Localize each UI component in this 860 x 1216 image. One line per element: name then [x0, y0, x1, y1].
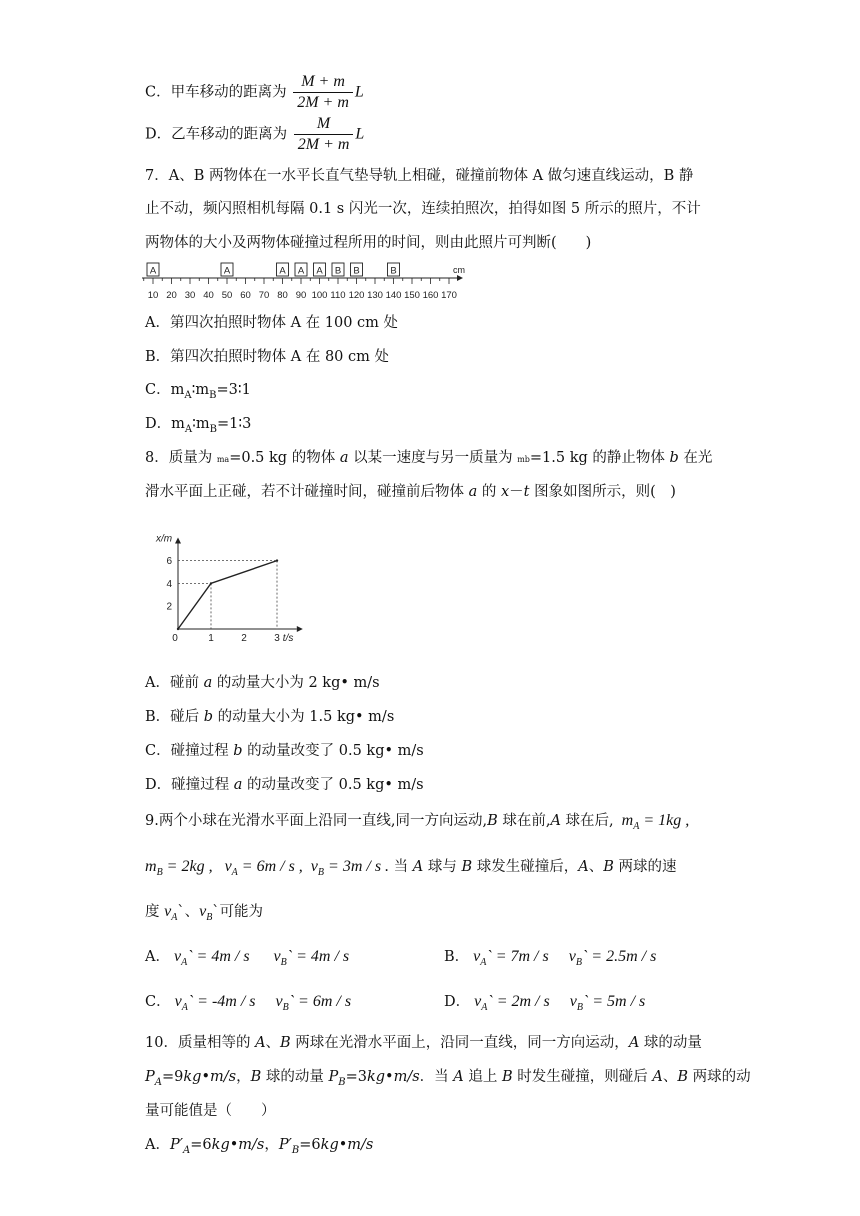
q7-stem-line-1: 7．A、B 两物体在一水平长直气垫导轨上相碰，碰撞前物体 A 做匀速直线运动，B 静	[145, 168, 694, 184]
photo-object-a	[314, 263, 326, 277]
y-axis-arrow-icon	[175, 538, 181, 544]
ruler-tick-label: 40	[203, 290, 214, 301]
object-label: A	[279, 265, 286, 277]
photo-object-b	[351, 263, 363, 277]
q7-option-d: D．$m_A∶m_B=1∶3$	[145, 416, 252, 435]
q8-option-a: A．碰前 a 的动量大小为 2 kg• m/s	[145, 675, 380, 691]
q9-option-c: C． $v_A` = -4m / s$ $v_B` = 6m / s$	[145, 993, 352, 1014]
q6-option-c-tail: L	[354, 83, 364, 101]
ruler-tick-label: 50	[221, 290, 233, 301]
q6-option-c	[145, 72, 364, 113]
q6-option-d-tail: L	[355, 125, 365, 143]
fraction-numerator: M + m	[293, 72, 353, 93]
q9-stem-line-2: $m_B = 2kg$ , $v_A = 6m / s$ , $v_B = 3m / s$ . 当 A 球与 B 球发生碰撞后，A、B 两球的速	[145, 858, 677, 879]
fraction-numerator: M	[294, 114, 354, 135]
q8-option-b: B．碰后 b 的动量大小为 1.5 kg• m/s	[145, 709, 395, 725]
q9-option-a: A． $v_A` = 4m / s$ $v_B` = 4m / s$	[145, 948, 350, 969]
q8-stem-line-1: 8．质量为 ma=0.5 kg 的物体 a 以某一速度与另一质量为 mb=1.5 kg 的静止物体 b 在光	[145, 450, 713, 466]
x-tick-label: 2	[241, 633, 247, 644]
ruler-tick-label: 160	[422, 290, 439, 301]
ruler-tick-label: 120	[348, 290, 365, 301]
q9-option-b: B． $v_A` = 7m / s$ $v_B` = 2.5m / s$	[444, 948, 657, 969]
q7-stem-line-2: 止不动，频闪照相机每隔 0.1 s 闪光一次，连续拍照次，拍得如图 5 所示的照片，不计	[145, 201, 701, 217]
ruler-tick-label: 140	[385, 290, 402, 301]
photo-object-a	[221, 263, 233, 277]
y-tick-label: 2	[166, 601, 172, 613]
ruler-tick-label: 20	[166, 290, 177, 301]
ruler-tick-label: 60	[240, 290, 251, 301]
x-tick-label: 0	[172, 633, 178, 644]
photo-object-a	[277, 263, 289, 277]
q7-option-b: B．第四次拍照时物体 A 在 80 cm 处	[145, 349, 389, 365]
q6-option-c-label: C．甲车移动的距离为	[145, 84, 287, 101]
object-label: B	[390, 265, 397, 277]
q10-stem-line-1: 10．质量相等的 A、B 两球在光滑水平面上，沿同一直线，同一方向运动，A 球的动量	[145, 1035, 702, 1051]
q6-option-d-fraction	[294, 114, 354, 155]
q9-stem-line-1: 9.两个小球在光滑水平面上沿同一直线,同一方向运动,B 球在前,A 球在后, $m_A = 1kg$ ,	[145, 812, 690, 833]
q10-stem-line-2: $P_A=9kg•m/s$，B 球的动量 $P_B=3kg•m/s$．当 A 追上 B 时发生碰撞，则碰后 A、B 两球的动	[145, 1069, 751, 1088]
data-point	[276, 559, 278, 561]
ruler-tick-label: 90	[295, 290, 307, 301]
ruler-tick-label: 30	[184, 290, 196, 301]
photo-object-a	[295, 263, 307, 277]
x-axis-arrow-icon	[297, 626, 303, 632]
q9-option-d: D． $v_A` = 2m / s$ $v_B` = 5m / s$	[444, 993, 646, 1014]
q6-option-c-fraction	[293, 72, 353, 113]
q8-xt-chart	[148, 516, 318, 650]
q7-photo-ruler-figure	[140, 258, 470, 304]
x-tick-label: 1	[208, 633, 214, 644]
ruler-tick-label: 100	[311, 290, 328, 301]
fraction-denominator: 2M + m	[297, 136, 350, 153]
q8-option-d: D．碰撞过程 a 的动量改变了 0.5 kg• m/s	[145, 777, 424, 793]
q6-option-d	[145, 114, 364, 155]
object-label: A	[149, 265, 157, 277]
ruler-tick-label: 150	[404, 290, 420, 301]
photo-object-b	[388, 263, 400, 277]
q10-option-a: A．$P'_A=6kg•m/s$，$P'_B=6kg•m/s$	[145, 1137, 374, 1156]
photo-object-b	[332, 263, 344, 277]
data-point	[177, 628, 179, 630]
object-label: A	[223, 265, 231, 277]
object-label: B	[353, 265, 360, 277]
object-label: B	[334, 265, 342, 277]
object-label: A	[316, 265, 323, 277]
series-line	[178, 561, 277, 629]
y-axis-label: x/m	[156, 533, 173, 545]
ruler-arrow-icon	[457, 275, 463, 281]
ruler-tick-label: 80	[277, 290, 288, 301]
y-tick-label: 4	[166, 578, 172, 590]
q6-option-d-label: D．乙车移动的距离为	[145, 126, 288, 143]
ruler-tick-label: 70	[258, 290, 270, 301]
x-tick-label: 3	[274, 633, 280, 644]
q8-option-c: C．碰撞过程 b 的动量改变了 0.5 kg• m/s	[145, 743, 424, 759]
y-tick-label: 6	[166, 556, 172, 568]
data-point	[210, 582, 212, 584]
ruler-tick-label: 10	[147, 290, 159, 301]
ruler-tick-label: 110	[330, 290, 346, 301]
ruler-unit-label: cm	[453, 265, 465, 275]
x-axis-label: t/s	[282, 633, 294, 644]
q8-stem-line-2: 滑水平面上正碰，若不计碰撞时间，碰撞前后物体 a 的 x－t 图象如图所示，则( )	[145, 484, 676, 500]
q7-stem-line-3: 两物体的大小及两物体碰撞过程所用的时间，则由此照片可判断( )	[145, 235, 592, 251]
ruler-tick-label: 130	[367, 290, 383, 301]
q9-stem-line-3: 度 $v_A`$、$v_B`$可能为	[145, 903, 264, 924]
q7-option-a: A．第四次拍照时物体 A 在 100 cm 处	[145, 315, 399, 331]
fraction-denominator: 2M + m	[297, 94, 349, 111]
q7-option-c: C．$m_A∶m_B=3∶1$	[145, 382, 251, 401]
ruler-tick-label: 170	[441, 290, 457, 301]
photo-object-a	[147, 263, 159, 277]
q10-stem-line-3: 量可能值是（ ）	[145, 1103, 276, 1119]
object-label: A	[297, 265, 305, 277]
